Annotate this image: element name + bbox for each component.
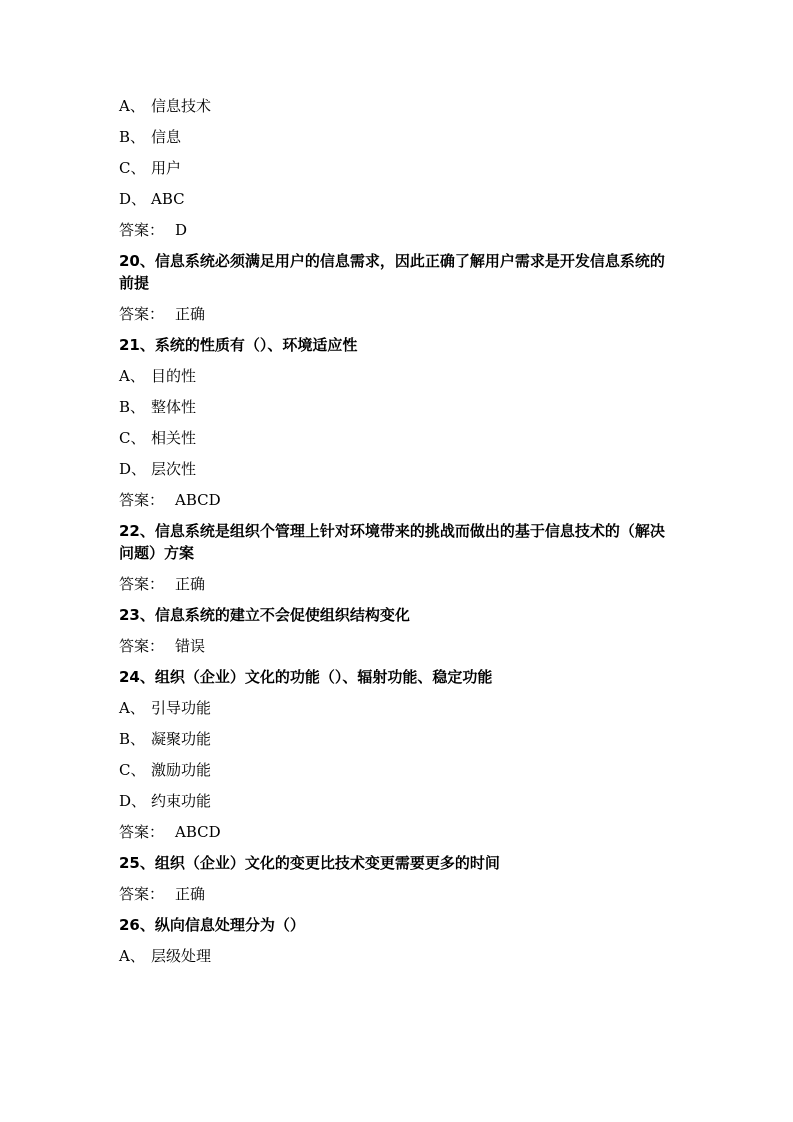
option-item (119, 396, 679, 418)
answer-value: ABCD (175, 491, 221, 509)
option-key: D、 (119, 460, 147, 478)
answer-value: 正确 (175, 885, 206, 903)
answer-value: ABCD (175, 823, 221, 841)
option-item (119, 188, 679, 210)
option-key: C、 (119, 159, 146, 177)
option-text: 用户 (151, 159, 182, 177)
option-key: D、 (119, 792, 147, 810)
option-item (119, 365, 679, 387)
option-key: B、 (119, 730, 146, 748)
answer-line (119, 489, 679, 511)
answer-value: 正确 (175, 305, 206, 323)
option-key: C、 (119, 761, 146, 779)
question-title: 24、组织（企业）文化的功能（）、辐射功能、稳定功能 (119, 668, 493, 686)
option-item (119, 427, 679, 449)
question-title: 20、信息系统必须满足用户的信息需求，因此正确了解用户需求是开发信息系统的前提 (119, 252, 665, 292)
option-item (119, 759, 679, 781)
option-item (119, 790, 679, 812)
option-key: B、 (119, 398, 146, 416)
question-title: 21、系统的性质有（）、环境适应性 (119, 336, 358, 354)
answer-line (119, 219, 679, 241)
answer-label: 答案： (119, 575, 165, 593)
option-text: 目的性 (151, 367, 197, 385)
answer-line (119, 883, 679, 905)
answer-label: 答案： (119, 221, 165, 239)
option-item (119, 95, 679, 117)
option-key: A、 (119, 367, 145, 385)
option-text: 整体性 (151, 398, 197, 416)
option-text: 层级处理 (151, 947, 212, 965)
option-key: C、 (119, 429, 146, 447)
answer-label: 答案： (119, 885, 165, 903)
option-text: 信息 (151, 128, 182, 146)
answer-value: D (175, 221, 188, 239)
answer-label: 答案： (119, 823, 165, 841)
option-text: 信息技术 (151, 97, 212, 115)
question-title: 25、组织（企业）文化的变更比技术变更需要更多的时间 (119, 854, 500, 872)
option-key: A、 (119, 699, 145, 717)
question-list (119, 95, 679, 976)
option-key: D、 (119, 190, 147, 208)
answer-value: 正确 (175, 575, 206, 593)
option-text: 引导功能 (151, 699, 212, 717)
option-text: 约束功能 (151, 792, 212, 810)
answer-line (119, 821, 679, 843)
answer-label: 答案： (119, 305, 165, 323)
option-text: 层次性 (151, 460, 197, 478)
option-item (119, 458, 679, 480)
option-item (119, 157, 679, 179)
answer-value: 错误 (175, 637, 206, 655)
answer-line (119, 635, 679, 657)
option-text: 激励功能 (151, 761, 212, 779)
question-title: 22、信息系统是组织个管理上针对环境带来的挑战而做出的基于信息技术的（解决问题）方案 (119, 522, 665, 562)
answer-label: 答案： (119, 491, 165, 509)
option-text: 相关性 (151, 429, 197, 447)
option-key: B、 (119, 128, 146, 146)
option-text: 凝聚功能 (151, 730, 212, 748)
answer-line (119, 573, 679, 595)
option-item (119, 945, 679, 967)
question-title: 26、纵向信息处理分为（） (119, 916, 305, 934)
option-item (119, 728, 679, 750)
answer-label: 答案： (119, 637, 165, 655)
option-item (119, 697, 679, 719)
option-key: A、 (119, 947, 145, 965)
question-title: 23、信息系统的建立不会促使组织结构变化 (119, 606, 410, 624)
option-item (119, 126, 679, 148)
answer-line (119, 303, 679, 325)
option-text: ABC (151, 190, 185, 208)
option-key: A、 (119, 97, 145, 115)
